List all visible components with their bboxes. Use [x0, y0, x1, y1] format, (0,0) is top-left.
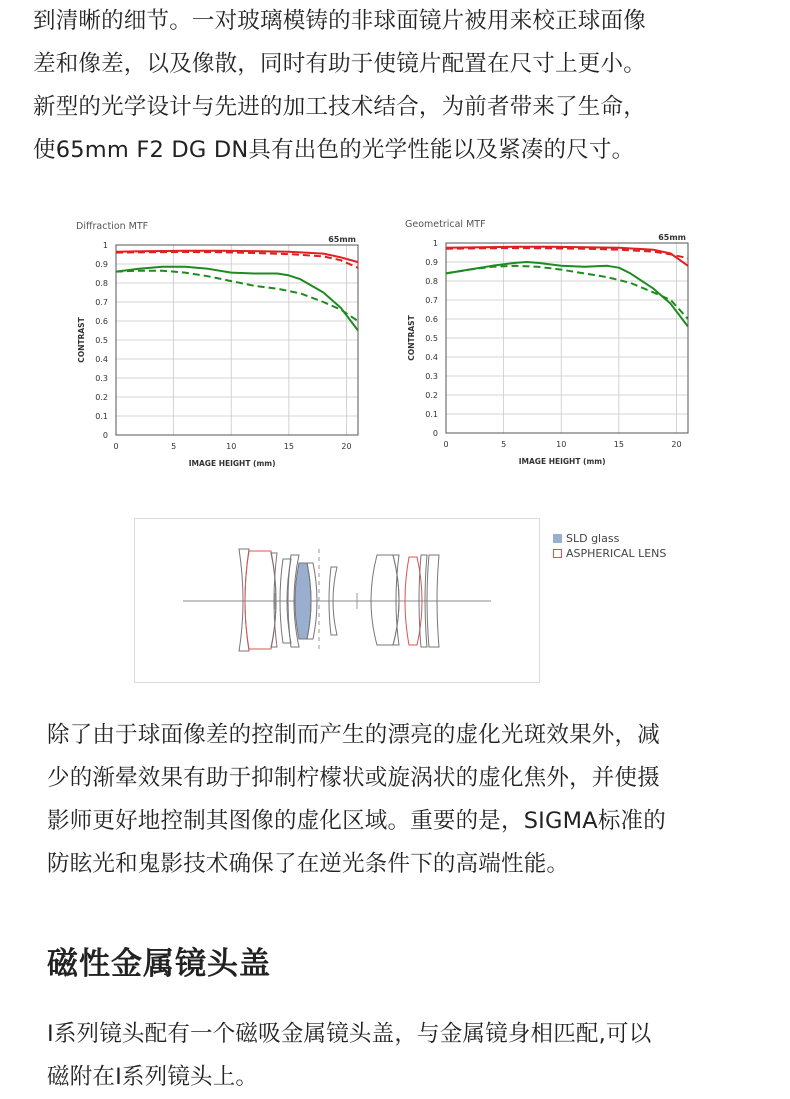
metal-cap-paragraph: [47, 1013, 767, 1099]
y-tick-label: 0.3: [425, 372, 438, 381]
x-tick-label: 0: [113, 442, 119, 451]
y-tick-label: 0.1: [425, 410, 438, 419]
y-tick-label: 0.8: [425, 277, 438, 286]
chart-annotation: 65mm: [658, 233, 686, 242]
legend-sld-glass: [553, 532, 619, 545]
lens-element: [371, 555, 399, 645]
chart-annotation: 65mm: [328, 235, 356, 244]
chart-title: Geometrical MTF: [405, 219, 486, 230]
y-tick-label: 1: [102, 241, 108, 250]
y-tick-label: 0.7: [425, 296, 438, 305]
intro-line: 新型的光学设计与先进的加工技术结合，为前者带来了生命，: [33, 94, 646, 120]
y-tick-label: 0: [432, 429, 438, 438]
bokeh-line: 防眩光和鬼影技术确保了在逆光条件下的高端性能。: [47, 851, 570, 877]
bokeh-line: 除了由于球面像差的控制而产生的漂亮的虚化光斑效果外，减: [47, 722, 660, 748]
legend-aspherical-label: ASPHERICAL LENS: [566, 547, 667, 560]
y-tick-label: 0.4: [95, 355, 108, 364]
y-tick-label: 0.8: [95, 279, 108, 288]
aspherical-lens-element: [245, 551, 276, 649]
y-tick-label: 0.2: [425, 391, 438, 400]
y-tick-label: 0.5: [95, 336, 108, 345]
mtf-series-green-solid: [446, 262, 688, 327]
lens-construction-diagram: [134, 518, 540, 683]
x-tick-label: 20: [341, 442, 352, 451]
y-tick-label: 0.7: [95, 298, 108, 307]
y-tick-label: 0.1: [95, 412, 108, 421]
y-tick-label: 0: [102, 431, 108, 440]
lens-elements-drawing: [135, 519, 541, 684]
sld-swatch: [553, 534, 562, 543]
y-tick-label: 0.6: [95, 317, 108, 326]
x-axis-label: IMAGE HEIGHT (mm): [518, 457, 606, 466]
y-tick-label: 0.5: [425, 334, 438, 343]
cap-line: 磁附在I系列镜头上。: [47, 1064, 259, 1090]
x-tick-label: 15: [613, 440, 624, 449]
y-tick-label: 0.9: [425, 258, 438, 267]
x-tick-label: 5: [501, 440, 507, 449]
y-tick-label: 0.6: [425, 315, 438, 324]
x-tick-label: 5: [171, 442, 177, 451]
x-tick-label: 15: [283, 442, 294, 451]
y-tick-label: 0.4: [425, 353, 438, 362]
x-tick-label: 10: [556, 440, 567, 449]
y-tick-label: 0.3: [95, 374, 108, 383]
cap-line: I系列镜头配有一个磁吸金属镜头盖，与金属镜身相匹配,可以: [47, 1021, 652, 1047]
y-axis-label: CONTRAST: [407, 315, 416, 361]
mtf-series-green-dashed: [446, 266, 688, 319]
mtf-series-red-solid: [446, 247, 688, 266]
section-title: 磁性金属镜头盖: [47, 946, 271, 982]
y-tick-label: 0.2: [95, 393, 108, 402]
x-tick-label: 10: [226, 442, 237, 451]
bokeh-paragraph: [47, 714, 747, 886]
bokeh-line: 少的渐晕效果有助于抑制柠檬状或旋涡状的虚化焦外，并使摄: [47, 765, 660, 791]
intro-line: 到清晰的细节。一对玻璃模铸的非球面镜片被用来校正球面像: [33, 8, 646, 34]
lens-element: [271, 553, 277, 647]
x-axis-label: IMAGE HEIGHT (mm): [188, 459, 276, 468]
chart-title: Diffraction MTF: [76, 221, 149, 232]
x-tick-label: 20: [671, 440, 682, 449]
intro-line: 使65mm F2 DG DN具有出色的光学性能以及紧凑的尺寸。: [33, 137, 635, 163]
y-axis-label: CONTRAST: [77, 317, 86, 363]
x-tick-label: 0: [443, 440, 449, 449]
y-tick-label: 0.9: [95, 260, 108, 269]
y-tick-label: 1: [432, 239, 438, 248]
lens-element: [393, 555, 399, 645]
mtf-charts: [0, 205, 790, 480]
legend-sld-label: SLD glass: [566, 532, 620, 545]
mtf-series-green-dashed: [116, 271, 358, 321]
legend-aspherical: [553, 547, 666, 560]
intro-paragraph: [33, 0, 773, 172]
intro-line: 差和像差，以及像散，同时有助于使镜片配置在尺寸上更小。: [33, 51, 646, 77]
bokeh-line: 影师更好地控制其图像的虚化区域。重要的是，SIGMA标准的: [47, 808, 666, 834]
aspherical-swatch: [553, 549, 562, 558]
